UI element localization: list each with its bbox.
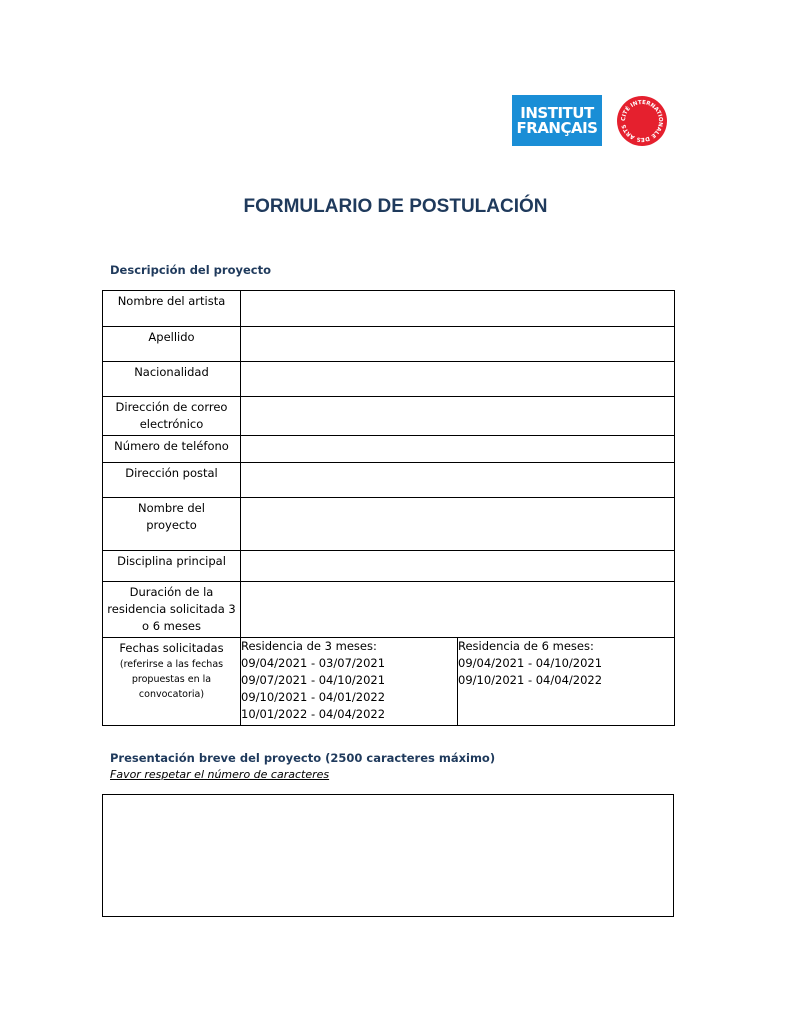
page-title: FORMULARIO DE POSTULACIÓN [243,196,548,217]
artist-name-field[interactable] [241,291,675,327]
logo-line-1: INSTITUT [520,103,594,122]
cite-logo-text: CITÉ INTERNATIONALE DES ARTS [620,99,664,143]
phone-field[interactable] [241,436,675,463]
project-name-field[interactable] [241,498,675,551]
row-label: Dirección postal [103,463,241,498]
project-presentation-textbox[interactable] [102,794,674,917]
dates-note: (referirse a las fechas propuestas en la convocatoria) [119,659,224,700]
main-discipline-field[interactable] [241,551,675,582]
six-month-dates [458,638,675,726]
row-label: Apellido [103,327,241,362]
date-period: 09/10/2021 - 04/04/2022 [458,673,603,687]
date-period: 10/01/2022 - 04/04/2022 [241,707,386,721]
table-row [103,436,675,463]
date-period: 09/10/2021 - 04/01/2022 [241,690,386,704]
email-field[interactable] [241,397,675,436]
character-limit-note: Favor respetar el número de caracteres [110,768,330,781]
dates-label: Fechas solicitadas [119,641,224,655]
row-label: Duración de la residencia solicitada 3 o 6 meses [103,582,241,638]
row-label: Disciplina principal [103,551,241,582]
table-row [103,582,675,638]
table-row [103,551,675,582]
row-label: Nombre del proyecto [103,498,241,551]
date-period: 09/04/2021 - 03/07/2021 [241,656,386,670]
table-row [103,397,675,436]
three-month-dates [241,638,458,726]
table-row [103,638,675,726]
row-label: Número de teléfono [103,436,241,463]
six-month-title: Residencia de 6 meses: [458,639,594,653]
section-heading-presentation: Presentación breve del proyecto (2500 caracteres máximo) [110,751,496,765]
nationality-field[interactable] [241,362,675,397]
table-row [103,327,675,362]
postal-address-field[interactable] [241,463,675,498]
table-row [103,498,675,551]
row-label: Nombre del artista [103,291,241,327]
project-description-table [102,290,675,726]
dates-label-cell [103,638,241,726]
residency-duration-field[interactable] [241,582,675,638]
institut-francais-logo [512,95,602,146]
row-label: Nacionalidad [103,362,241,397]
row-label: Dirección de correo electrónico [103,397,241,436]
surname-field[interactable] [241,327,675,362]
table-row [103,362,675,397]
section-heading-description: Descripción del proyecto [110,263,271,277]
three-month-title: Residencia de 3 meses: [241,639,377,653]
logo-line-2: FRANÇAIS [516,118,598,137]
date-period: 09/04/2021 - 04/10/2021 [458,656,603,670]
table-row [103,291,675,327]
cite-des-arts-logo [616,95,668,147]
table-row [103,463,675,498]
date-period: 09/07/2021 - 04/10/2021 [241,673,386,687]
